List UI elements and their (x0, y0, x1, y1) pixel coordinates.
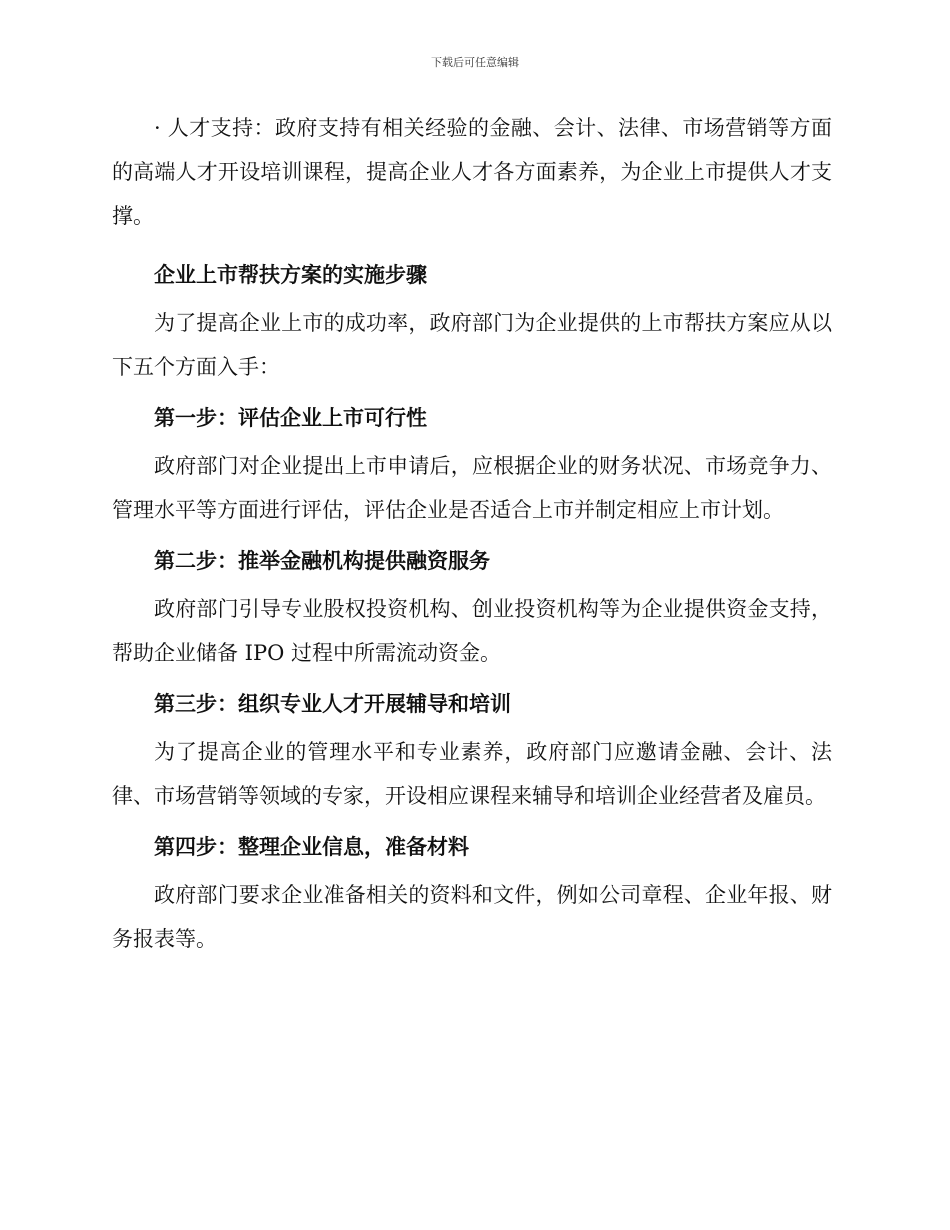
paragraph-step-1: 政府部门对企业提出上市申请后，应根据企业的财务状况、市场竞争力、管理水平等方面进行评估，评估企业是否适合上市并制定相应上市计划。 (112, 454, 832, 522)
paragraph-step-2: 政府部门引导专业股权投资机构、创业投资机构等为企业提供资金支持，帮助企业储备 IPO 过程中所需流动资金。 (112, 597, 832, 665)
heading-step-4: 第四步：整理企业信息，准备材料 (154, 835, 469, 859)
heading-step-2: 第二步：推举金融机构提供融资服务 (154, 549, 490, 573)
paragraph-intro: 为了提高企业上市的成功率，政府部门为企业提供的上市帮扶方案应从以下五个方面入手： (112, 311, 832, 379)
page-header: 下载后可任意编辑 (431, 56, 519, 69)
paragraph-talent-support: · 人才支持：政府支持有相关经验的金融、会计、法律、市场营销等方面的高端人才开设培训课程，提高企业人才各方面素养，为企业上市提供人才支撑。 (112, 116, 832, 228)
section-heading: 企业上市帮扶方案的实施步骤 (154, 263, 427, 287)
spacer (112, 238, 832, 246)
paragraph-step-3: 为了提高企业的管理水平和专业素养，政府部门应邀请金融、会计、法律、市场营销等领域的专家，开设相应课程来辅导和培训企业经营者及雇员。 (112, 740, 832, 808)
heading-step-3: 第三步：组织专业人才开展辅导和培训 (154, 692, 511, 716)
heading-step-1: 第一步：评估企业上市可行性 (154, 406, 427, 430)
document-body (112, 106, 832, 961)
paragraph-step-4: 政府部门要求企业准备相关的资料和文件，例如公司章程、企业年报、财务报表等。 (112, 883, 832, 951)
